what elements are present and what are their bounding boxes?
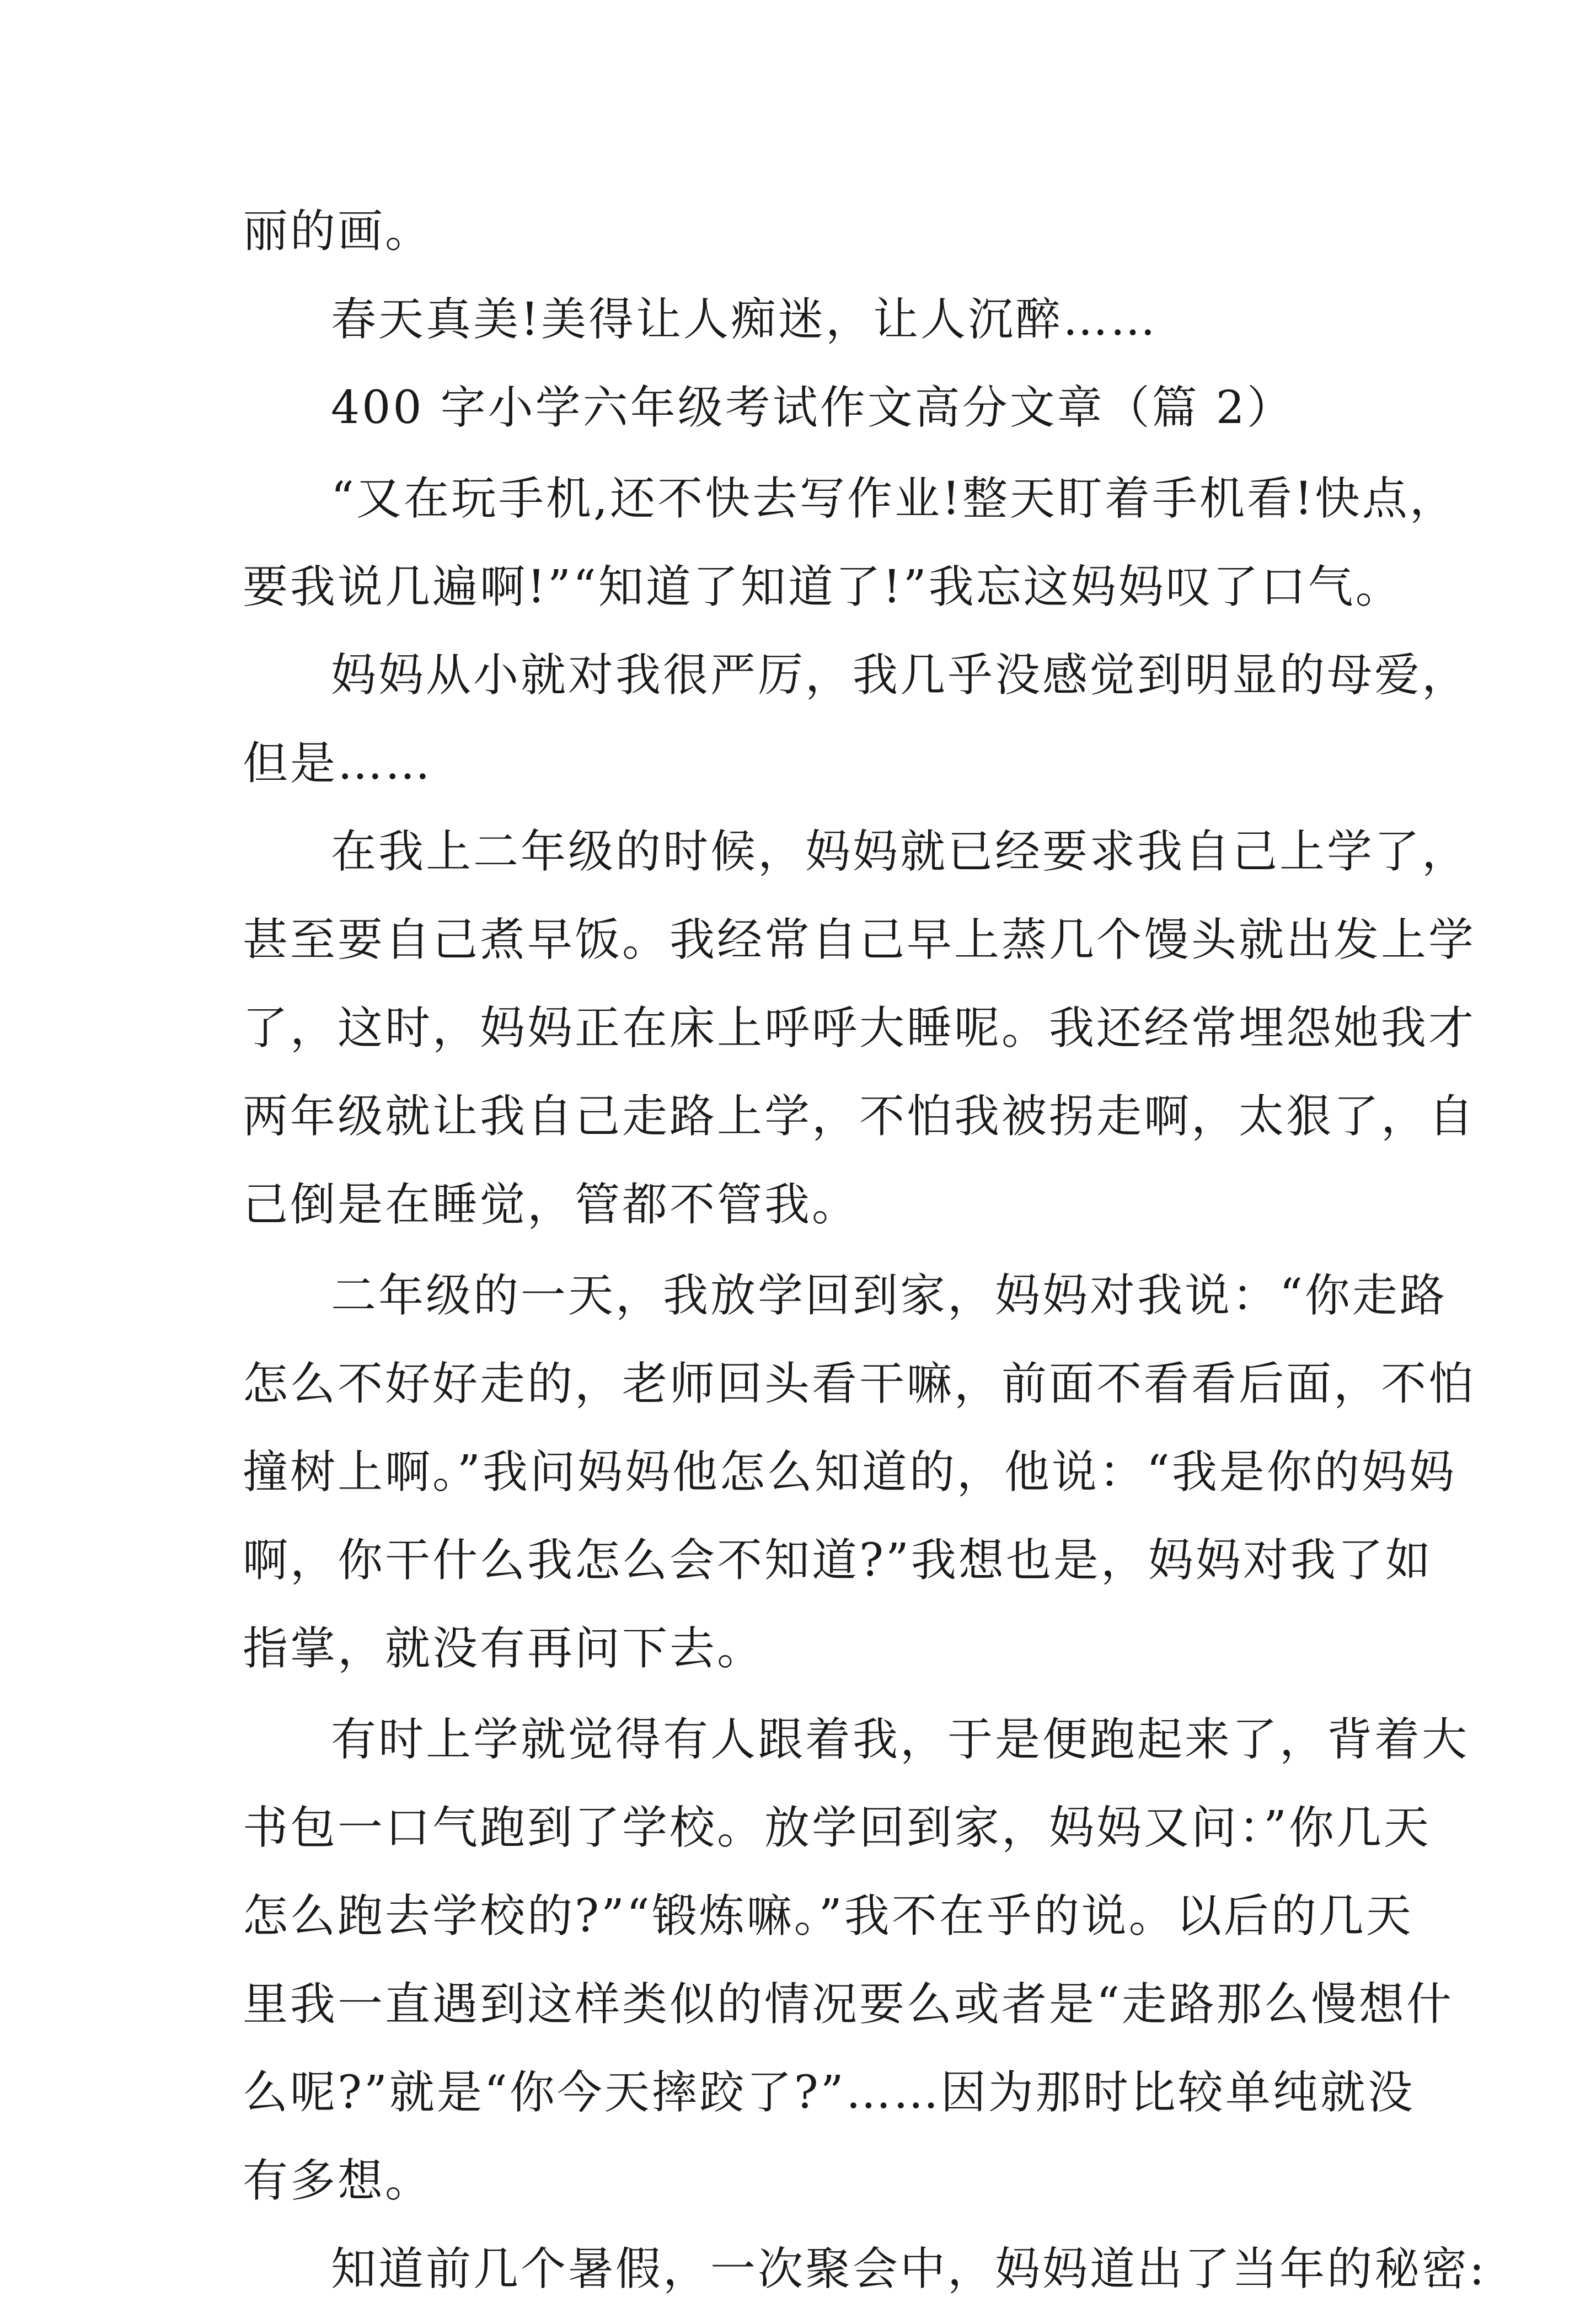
text-line: 甚至要自己煮早饭。我经常自己早上蒸几个馒头就出发上学 [243,914,1476,966]
text-line: 指掌，就没有再问下去。 [243,1623,765,1675]
text-line: 丽的画。 [243,205,433,258]
text-line: 春天真美!美得让人痴迷，让人沉醉…… [331,293,1158,346]
text-line: 有多想。 [243,2155,433,2207]
text-line: 怎么不好好走的，老师回头看干嘛，前面不看看后面，不怕 [243,1358,1476,1410]
text-line: 知道前几个暑假，一次聚会中，妈妈道出了当年的秘密: [331,2243,1487,2295]
text-line: 但是…… [243,737,433,790]
text-line: 书包一口气跑到了学校。放学回到家，妈妈又问：”你几天 [243,1802,1431,1854]
text-line: 怎么跑去学校的?”“锻炼嘛。”我不在乎的说。以后的几天 [243,1890,1413,1942]
text-line: 在我上二年级的时候，妈妈就已经要求我自己上学了， [331,826,1470,878]
text-line: “又在玩手机,还不快去写作业!整天盯着手机看!快点， [331,473,1457,525]
text-line: 里我一直遇到这样类似的情况要么或者是“走路那么慢想什 [243,1978,1454,2031]
text-line: 要我说几遍啊!”“知道了知道了!”我忘这妈妈叹了口气。 [243,561,1403,613]
section-heading: 400 字小学六年级考试作文高分文章（篇 2） [331,382,1294,434]
text-line: 啊，你干什么我怎么会不知道?”我想也是，妈妈对我了如 [243,1534,1433,1587]
text-line: 有时上学就觉得有人跟着我，于是便跑起来了，背着大 [331,1714,1470,1766]
text-line: 撞树上啊。”我问妈妈他怎么知道的，他说：“我是你的妈妈 [243,1446,1456,1498]
text-line: 己倒是在睡觉，管都不管我。 [243,1179,860,1231]
text-line: 么呢?”就是“你今天摔跤了?”……因为那时比较单纯就没 [243,2066,1415,2119]
text-line: 两年级就让我自己走路上学，不怕我被拐走啊，太狠了，自 [243,1090,1476,1143]
text-line: 二年级的一天，我放学回到家，妈妈对我说：“你走路 [331,1270,1447,1322]
text-line: 了，这时，妈妈正在床上呼呼大睡呢。我还经常埋怨她我才 [243,1002,1476,1054]
text-line: 妈妈从小就对我很严厉，我几乎没感觉到明显的母爱， [331,649,1470,702]
